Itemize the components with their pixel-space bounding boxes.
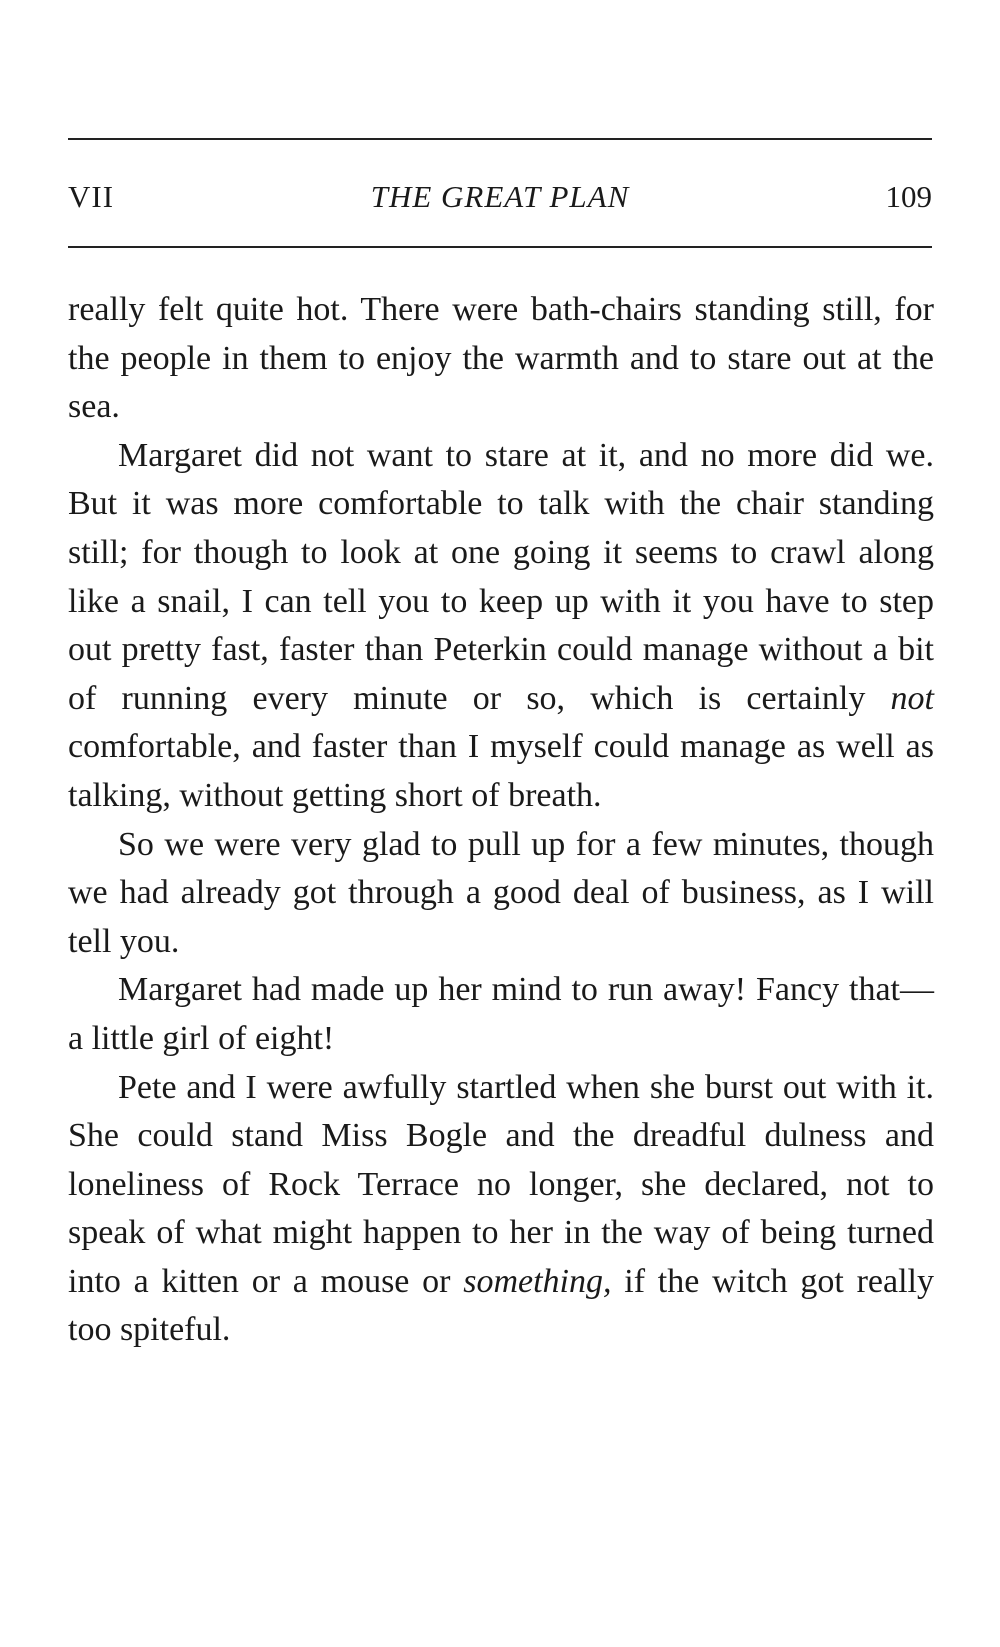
page-number: 109 — [885, 179, 932, 214]
running-title: THE GREAT PLAN — [370, 179, 630, 214]
paragraph-2-text-b: comfortable, and faster than I myself could manage as well as talking, without getting short of breath. — [68, 728, 934, 814]
paragraph-4 — [68, 966, 934, 1063]
paragraph-5-emphasis: something, — [463, 1262, 612, 1300]
paragraph-3-text: So we were very glad to pull up for a few minutes, though we had already got through a good deal of business, as I will tell you. — [68, 825, 934, 960]
paragraph-2-emphasis: not — [890, 679, 934, 717]
paragraph-5-text-b: if the witch got really too spiteful. — [68, 1262, 934, 1349]
paragraph-1 — [68, 286, 934, 432]
paragraph-1-text: really felt quite hot. There were bath-chairs standing still, for the people in them to enjoy the warmth and to stare out at the sea. — [68, 291, 934, 426]
paragraph-2 — [68, 432, 934, 821]
paragraph-5-text-a: Pete and I were awfully startled when she burst out with it. She could stand Miss Bogle and the dreadful dulness and loneliness of Rock Terrace no longer, she declared, not to speak of what might happen to her in the way of being turned into a kitten or a mouse or — [68, 1068, 934, 1300]
header-bottom-rule — [68, 246, 932, 248]
header-top-rule — [68, 138, 932, 140]
chapter-number: VII — [68, 179, 115, 214]
body-text — [68, 286, 934, 1355]
running-head — [68, 172, 932, 222]
paragraph-4-text: Margaret had made up her mind to run away! Fancy that—a little girl of eight! — [68, 971, 934, 1057]
paragraph-5 — [68, 1064, 934, 1356]
paragraph-2-text-a: Margaret did not want to stare at it, and no more did we. But it was more comfortable to talk with the chair standing still; for though to look at one going it seems to crawl along like a snail, I can tell you to keep up with it you have to step out pretty fast, faster than Peterkin could manage without a bit of running every minute or so, which is certainly — [68, 436, 934, 717]
paragraph-3 — [68, 821, 934, 967]
